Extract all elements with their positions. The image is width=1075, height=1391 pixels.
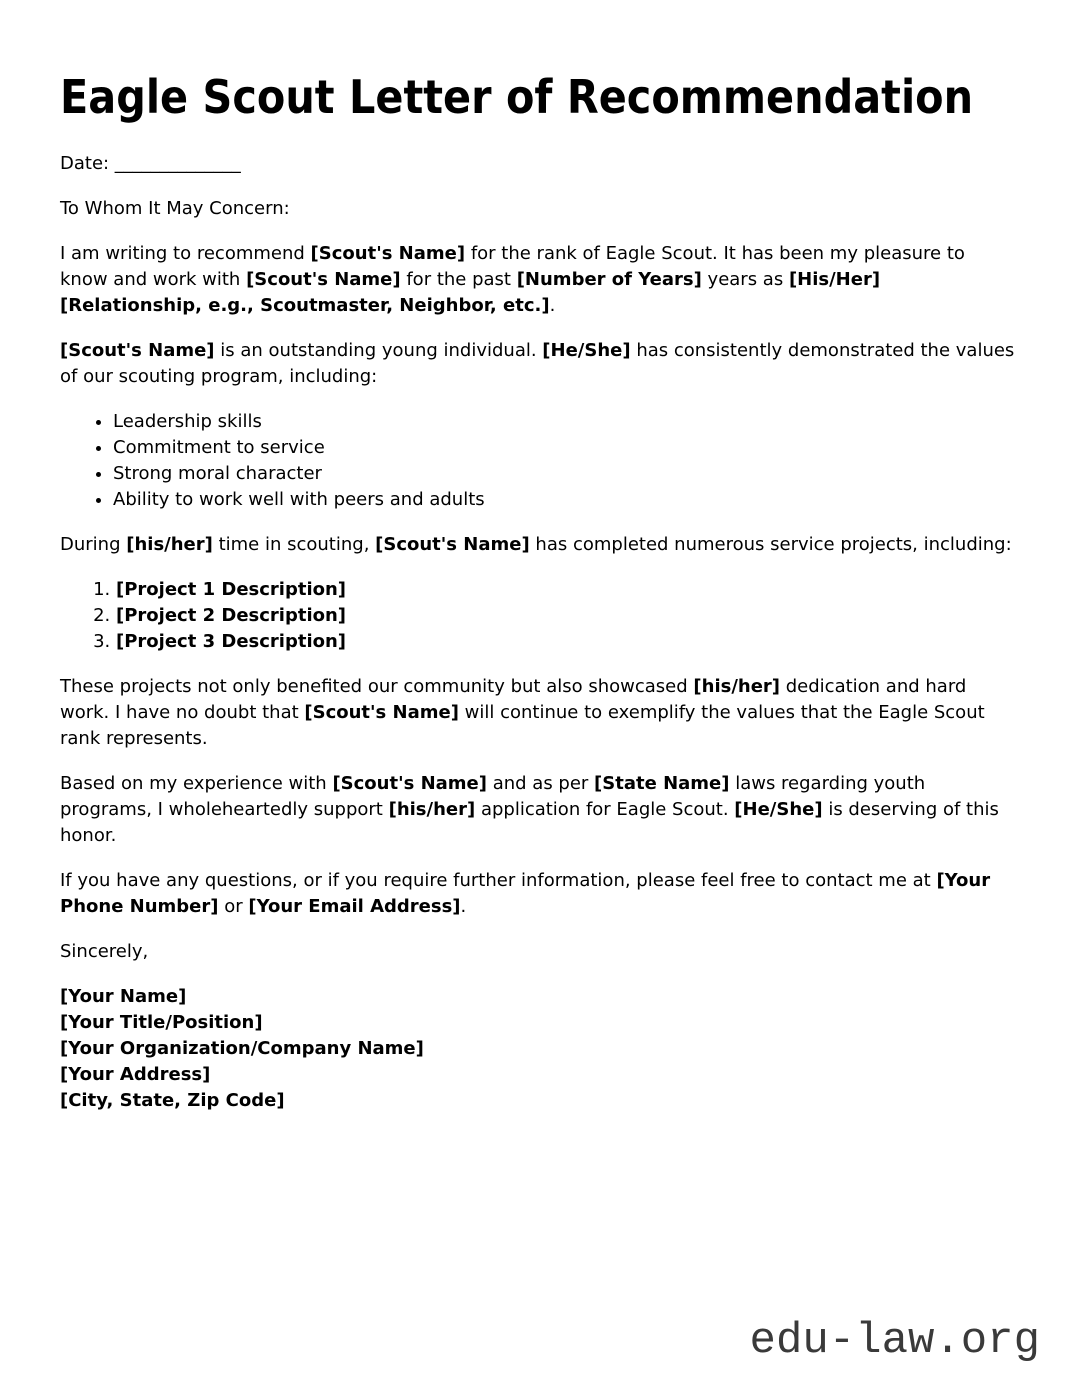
values-list-item-service: • Commitment to service (113, 435, 1017, 461)
contact-paragraph: If you have any questions, or if you require further information, please feel free to contact me at [Your Phone Number] or [Your Email Address]. (60, 870, 991, 917)
intro-paragraph: I am writing to recommend [Scout's Name] for the rank of Eagle Scout. It has been my pleasure to know and work with [Scout's Name] for the past [Number of Years] years as [His/Her] [Relationship, e.g., Scoutmaster, Neighbor, etc.]. (60, 243, 965, 316)
signature-address: [Your Address] (60, 1064, 211, 1085)
signature-name: [Your Name] (60, 986, 187, 1007)
closing-line: Sincerely, (60, 941, 149, 962)
date-line: Date: ______________ (60, 153, 241, 174)
values-list-item-leadership: • Leadership skills (113, 409, 1017, 435)
signature-organization: [Your Organization/Company Name] (60, 1038, 424, 1059)
signature-block (60, 984, 1017, 1114)
endorsement-paragraph: Based on my experience with [Scout's Name] and as per [State Name] laws regarding youth programs, I wholeheartedly support [his/her] application for Eagle Scout. [He/She] is deserving of this honor. (60, 773, 999, 846)
projects-list-item-2: 2. [Project 2 Description] (116, 603, 1017, 629)
site-watermark: edu-law.org (749, 1316, 1040, 1366)
projects-list-item-3: 3. [Project 3 Description] (116, 629, 1017, 655)
values-list-item-character: • Strong moral character (113, 461, 1017, 487)
projects-outro-paragraph: These projects not only benefited our community but also showcased [his/her] dedication and hard work. I have no doubt that [Scout's Name] will continue to exemplify the values that the Eagle Scout rank represents. (60, 676, 985, 749)
salutation: To Whom It May Concern: (60, 198, 290, 219)
signature-title: [Your Title/Position] (60, 1012, 263, 1033)
values-intro-paragraph: [Scout's Name] is an outstanding young individual. [He/She] has consistently demonstrated the values of our scouting program, including: (60, 340, 1015, 387)
page-title: Eagle Scout Letter of Recommendation (60, 70, 974, 124)
service-intro-paragraph: During [his/her] time in scouting, [Scout's Name] has completed numerous service projects, including: (60, 534, 1012, 555)
values-list-item-teamwork: • Ability to work well with peers and adults (113, 487, 1017, 513)
projects-list (60, 577, 1017, 655)
values-list (60, 409, 1017, 513)
projects-list-item-1: 1. [Project 1 Description] (116, 577, 1017, 603)
signature-city-state-zip: [City, State, Zip Code] (60, 1090, 285, 1111)
